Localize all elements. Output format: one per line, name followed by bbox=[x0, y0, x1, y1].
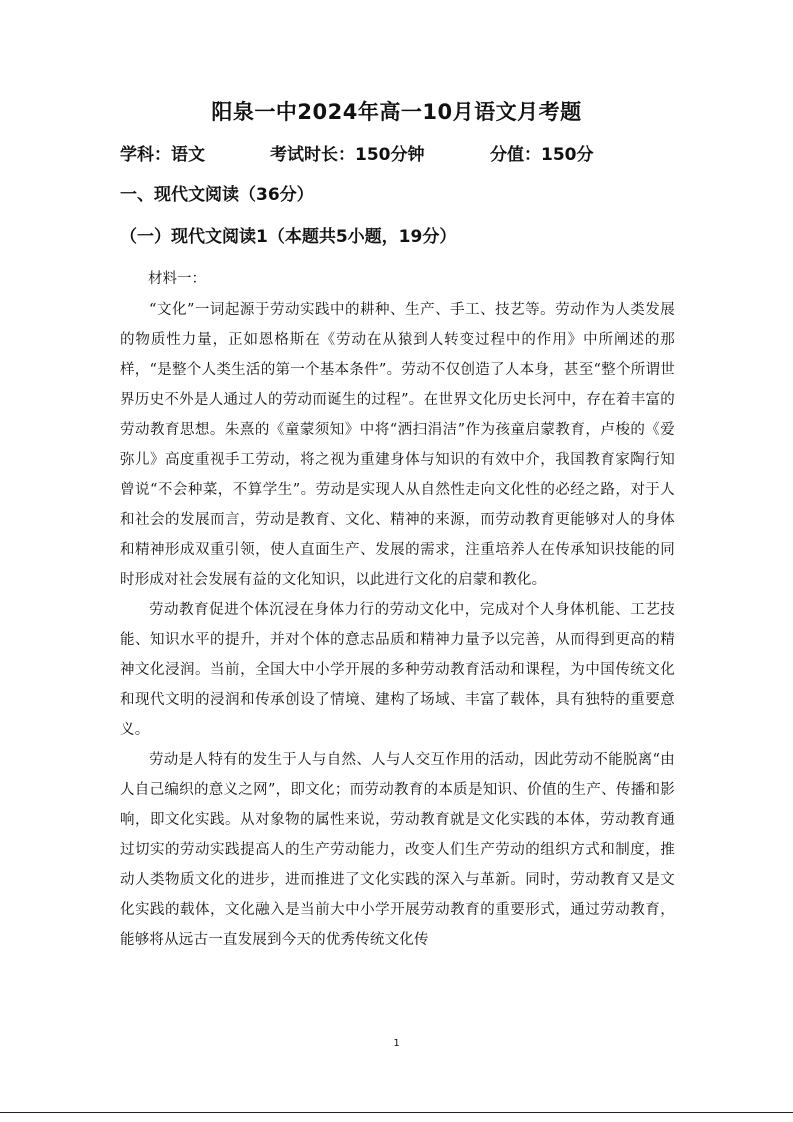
paragraph: 劳动教育促进个体沉浸在身体力行的劳动文化中，完成对个人身体机能、工艺技能、知识水平的提升，并对个体的意志品质和精神力量予以完善，从而得到更高的精神文化浸润。当前，全国大中小学开展的多种劳动教育活动和课程，为中国传统文化和现代文明的浸润和传承创设了情境、建构了场域、丰富了载体，具有独特的重要意义。 bbox=[120, 602, 675, 738]
material-label: 材料一： bbox=[148, 271, 206, 287]
duration-label: 考试时长：150分钟 bbox=[270, 145, 425, 165]
page-bottom-divider bbox=[0, 1112, 793, 1113]
section-heading: 一、现代文阅读（36分） bbox=[120, 185, 314, 205]
paragraph: “文化”一词起源于劳动实践中的耕种、生产、手工、技艺等。劳动作为人类发展的物质性力量，正如恩格斯在《劳动在从猿到人转变过程中的作用》中所阐述的那样，“是整个人类生活的第一个基本条件”。劳动不仅创造了人本身，甚至“整个所谓世界历史不外是人通过人的劳动而诞生的过程”。在世界文化历史长河中，存在着丰富的劳动教育思想。朱熹的《童蒙须知》中将“洒扫涓洁”作为孩童启蒙教育，卢梭的《爱弥儿》高度重视手工劳动，将之视为重建身体与知识的有效中介，我国教育家陶行知曾说“不会种菜，不算学生”。劳动是实现人从自然性走向文化性的必经之路，对于人和社会的发展而言，劳动是教育、文化、精神的来源，而劳动教育更能够对人的身体和精神形成双重引领，使人直面生产、发展的需求，注重培养人在传承知识技能的同时形成对社会发展有益的文化知识，以此进行文化的启蒙和教化。 bbox=[120, 302, 675, 588]
page-number: 1 bbox=[393, 1038, 400, 1049]
body-text bbox=[120, 295, 675, 955]
subsection-heading: （一）现代文阅读1（本题共5小题，19分） bbox=[120, 227, 457, 247]
page-title: 阳泉一中2024年高一10月语文月考题 bbox=[211, 100, 582, 124]
score-label: 分值：150分 bbox=[490, 145, 594, 165]
subject-label: 学科：语文 bbox=[120, 145, 205, 165]
paragraph: 劳动是人特有的发生于人与自然、人与人交互作用的活动，因此劳动不能脱离“由人自己编织的意义之网”，即文化；而劳动教育的本质是知识、价值的生产、传播和影响，即文化实践。从对象物的属性来说，劳动教育就是文化实践的本体，劳动教育通过切实的劳动实践提高人的生产劳动能力，改变人们生产劳动的组织方式和制度，推动人类物质文化的进步，进而推进了文化实践的深入与革新。同时，劳动教育又是文化实践的载体，文化融入是当前大中小学开展劳动教育的重要形式，通过劳动教育，能够将从远古一直发展到今天的优秀传统文化传 bbox=[120, 752, 675, 948]
